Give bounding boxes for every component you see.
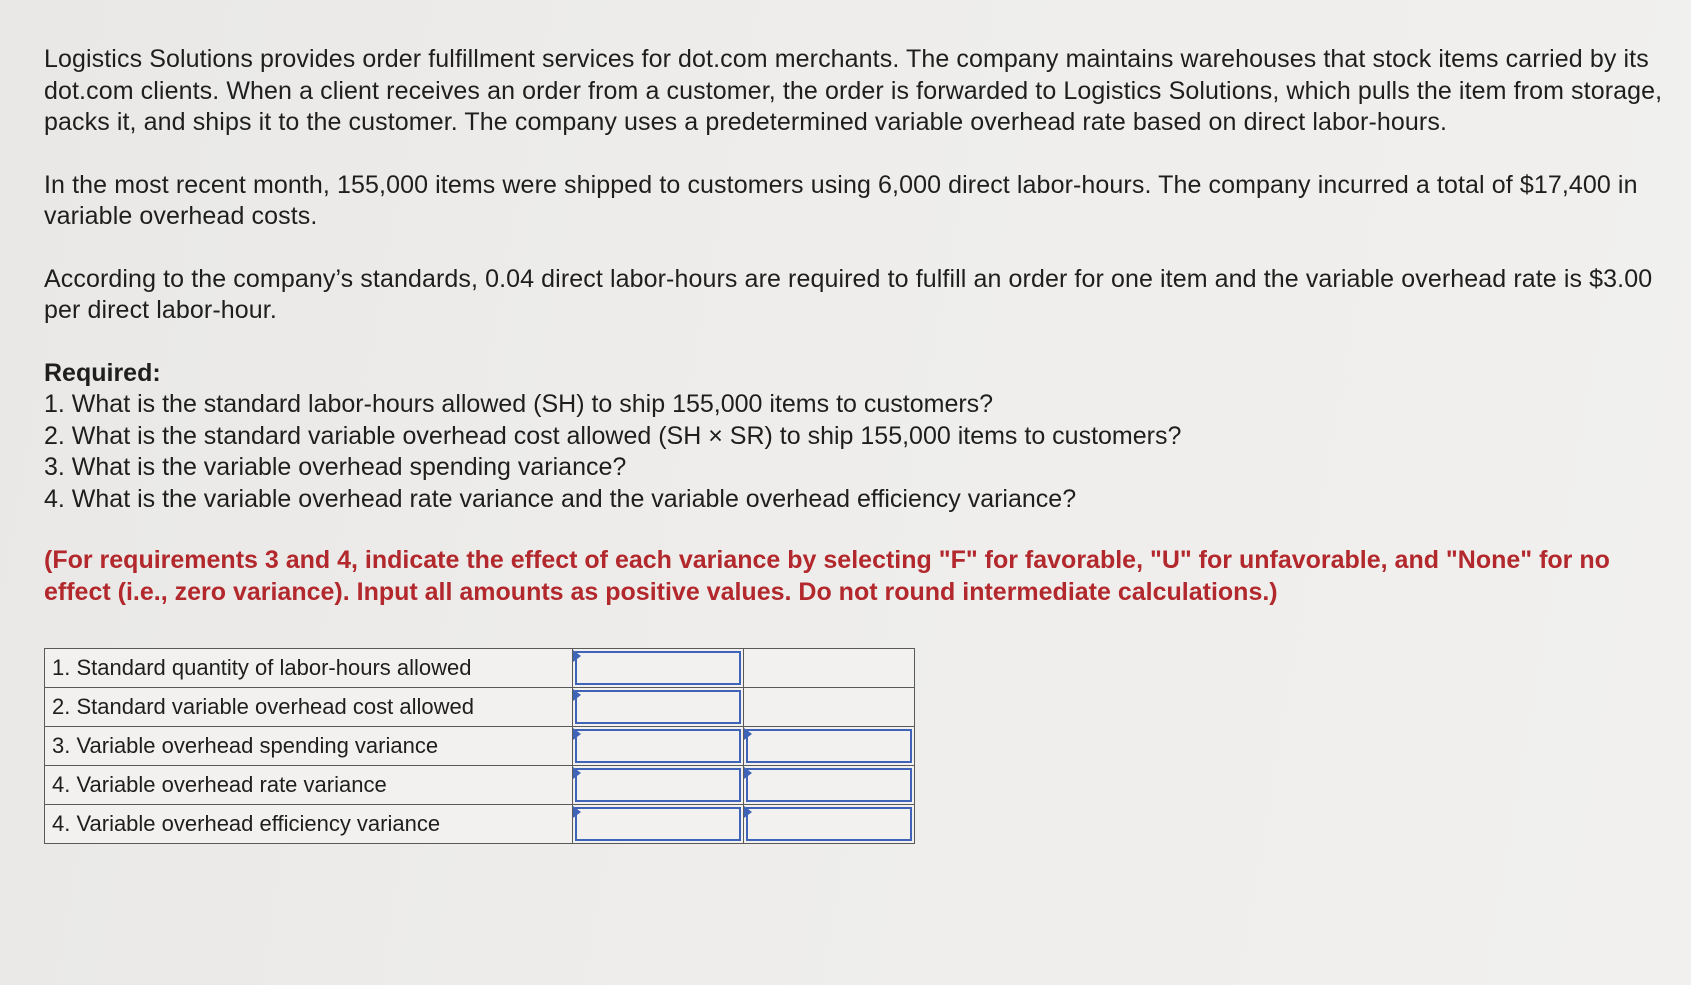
standards-paragraph: According to the company’s standards, 0.04 direct labor-hours are required to fulfill an order for one item and the variable overhead rate is $3.00 per direct labor-hour. xyxy=(44,264,1653,324)
row-label-rate-variance: 4. Variable overhead rate variance xyxy=(45,766,573,805)
effect-cell-sh xyxy=(744,649,915,688)
intro-paragraph: Logistics Solutions provides order fulfillment services for dot.com merchants. The company maintains warehouses that stock items carried by its dot.com clients. When a client receives an order from a customer, the order is forwarded to Logistics Solutions, which pulls the item from storage, packs it, and ships it to the customer. The company uses a predetermined variable overhead rate based on direct labor-hours. xyxy=(44,45,1663,136)
problem-content xyxy=(44,44,1674,844)
select-marker-icon xyxy=(744,767,752,779)
input-marker-icon xyxy=(573,806,581,818)
requirement-4: 4. What is the variable overhead rate variance and the variable overhead efficiency variance? xyxy=(44,484,1077,513)
amount-input-efficiency-variance[interactable] xyxy=(573,805,744,844)
table-row xyxy=(45,805,915,844)
amount-input-box[interactable] xyxy=(575,690,741,724)
table-row xyxy=(45,766,915,805)
row-label-standard-cost: 2. Standard variable overhead cost allowed xyxy=(45,688,573,727)
effect-select-box[interactable] xyxy=(746,729,912,763)
table-row xyxy=(45,649,915,688)
input-marker-icon xyxy=(573,689,581,701)
amount-input-box[interactable] xyxy=(575,807,741,841)
table-row xyxy=(45,688,915,727)
requirement-1: 1. What is the standard labor-hours allowed (SH) to ship 155,000 items to customers? xyxy=(44,390,994,418)
requirements-list xyxy=(44,389,1674,515)
answer-instructions: (For requirements 3 and 4, indicate the effect of each variance by selecting "F" for favorable, "U" for unfavorable, and "None" for no effect (i.e., zero variance). Input all amounts as positive values. Do not round intermediate calculations.) xyxy=(44,546,1610,606)
amount-input-box[interactable] xyxy=(575,768,741,802)
amount-input-box[interactable] xyxy=(575,729,741,763)
amount-input-box[interactable] xyxy=(575,651,741,685)
effect-select-efficiency-variance[interactable] xyxy=(744,805,915,844)
answer-table xyxy=(44,648,915,844)
effect-select-box[interactable] xyxy=(746,807,912,841)
month-data-paragraph: In the most recent month, 155,000 items were shipped to customers using 6,000 direct labor-hours. The company incurred a total of $17,400 in variable overhead costs. xyxy=(44,170,1638,230)
row-label-sh: 1. Standard quantity of labor-hours allowed xyxy=(45,649,573,688)
amount-input-sh[interactable] xyxy=(573,649,744,688)
input-marker-icon xyxy=(573,650,581,662)
effect-select-rate-variance[interactable] xyxy=(744,766,915,805)
effect-select-spending-variance[interactable] xyxy=(744,727,915,766)
amount-input-standard-cost[interactable] xyxy=(573,688,744,727)
amount-input-rate-variance[interactable] xyxy=(573,766,744,805)
select-marker-icon xyxy=(744,806,752,818)
input-marker-icon xyxy=(573,728,581,740)
select-marker-icon xyxy=(744,728,752,740)
amount-input-spending-variance[interactable] xyxy=(573,727,744,766)
input-marker-icon xyxy=(573,767,581,779)
requirement-3: 3. What is the variable overhead spending variance? xyxy=(44,453,627,481)
effect-cell-standard-cost xyxy=(744,688,915,727)
requirement-2: 2. What is the standard variable overhead cost allowed (SH × SR) to ship 155,000 items to customers? xyxy=(44,421,1182,450)
required-heading: Required: xyxy=(44,358,161,387)
table-row xyxy=(45,727,915,766)
row-label-spending-variance: 3. Variable overhead spending variance xyxy=(45,727,573,766)
row-label-efficiency-variance: 4. Variable overhead efficiency variance xyxy=(45,805,573,844)
effect-select-box[interactable] xyxy=(746,768,912,802)
